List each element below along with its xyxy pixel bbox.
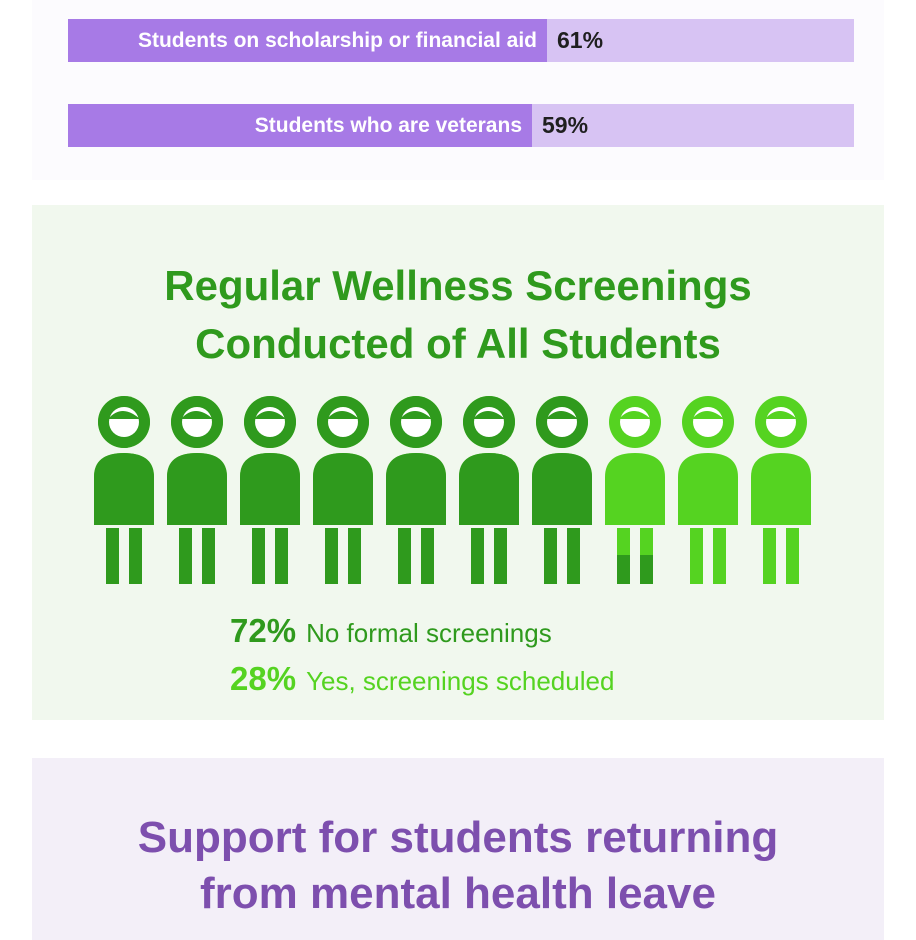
person-icon <box>459 396 519 584</box>
wellness-legend <box>230 612 614 708</box>
bar-row-scholarship <box>68 19 854 62</box>
person-icon <box>678 396 738 584</box>
bar-fill-scholarship <box>68 19 547 62</box>
person-icon <box>532 396 592 584</box>
person-icon <box>167 396 227 584</box>
legend-item-yes-screenings <box>230 660 614 708</box>
bar-row-veterans <box>68 104 854 147</box>
bar-value-scholarship: 61% <box>557 27 604 53</box>
person-icon <box>313 396 373 584</box>
bar-value-veterans: 59% <box>542 112 589 138</box>
person-icon <box>386 396 446 584</box>
person-icon <box>94 396 154 584</box>
person-icon <box>240 396 300 584</box>
wellness-title <box>32 257 884 373</box>
legend-pct-no-screenings: 72% <box>230 612 297 649</box>
wellness-title-line2: Conducted of All Students <box>195 320 721 367</box>
bar-fill-veterans <box>68 104 532 147</box>
legend-label-yes-screenings: Yes, screenings scheduled <box>306 666 615 696</box>
bar-label-scholarship: Students on scholarship or financial aid <box>137 28 537 52</box>
support-title-line1: Support for students returning <box>137 813 779 862</box>
legend-item-no-screenings <box>230 612 614 660</box>
legend-pct-yes-screenings: 28% <box>230 660 297 697</box>
legend-label-no-screenings: No formal screenings <box>306 618 552 648</box>
person-icon <box>751 396 811 584</box>
support-title <box>32 810 884 922</box>
people-pictograph <box>92 395 822 595</box>
support-panel <box>32 758 884 940</box>
wellness-screenings-panel <box>32 205 884 720</box>
support-title-line2: from mental health leave <box>200 869 716 918</box>
wellness-title-line1: Regular Wellness Screenings <box>164 262 752 309</box>
person-icon <box>605 396 665 584</box>
bar-label-veterans: Students who are veterans <box>254 113 522 137</box>
